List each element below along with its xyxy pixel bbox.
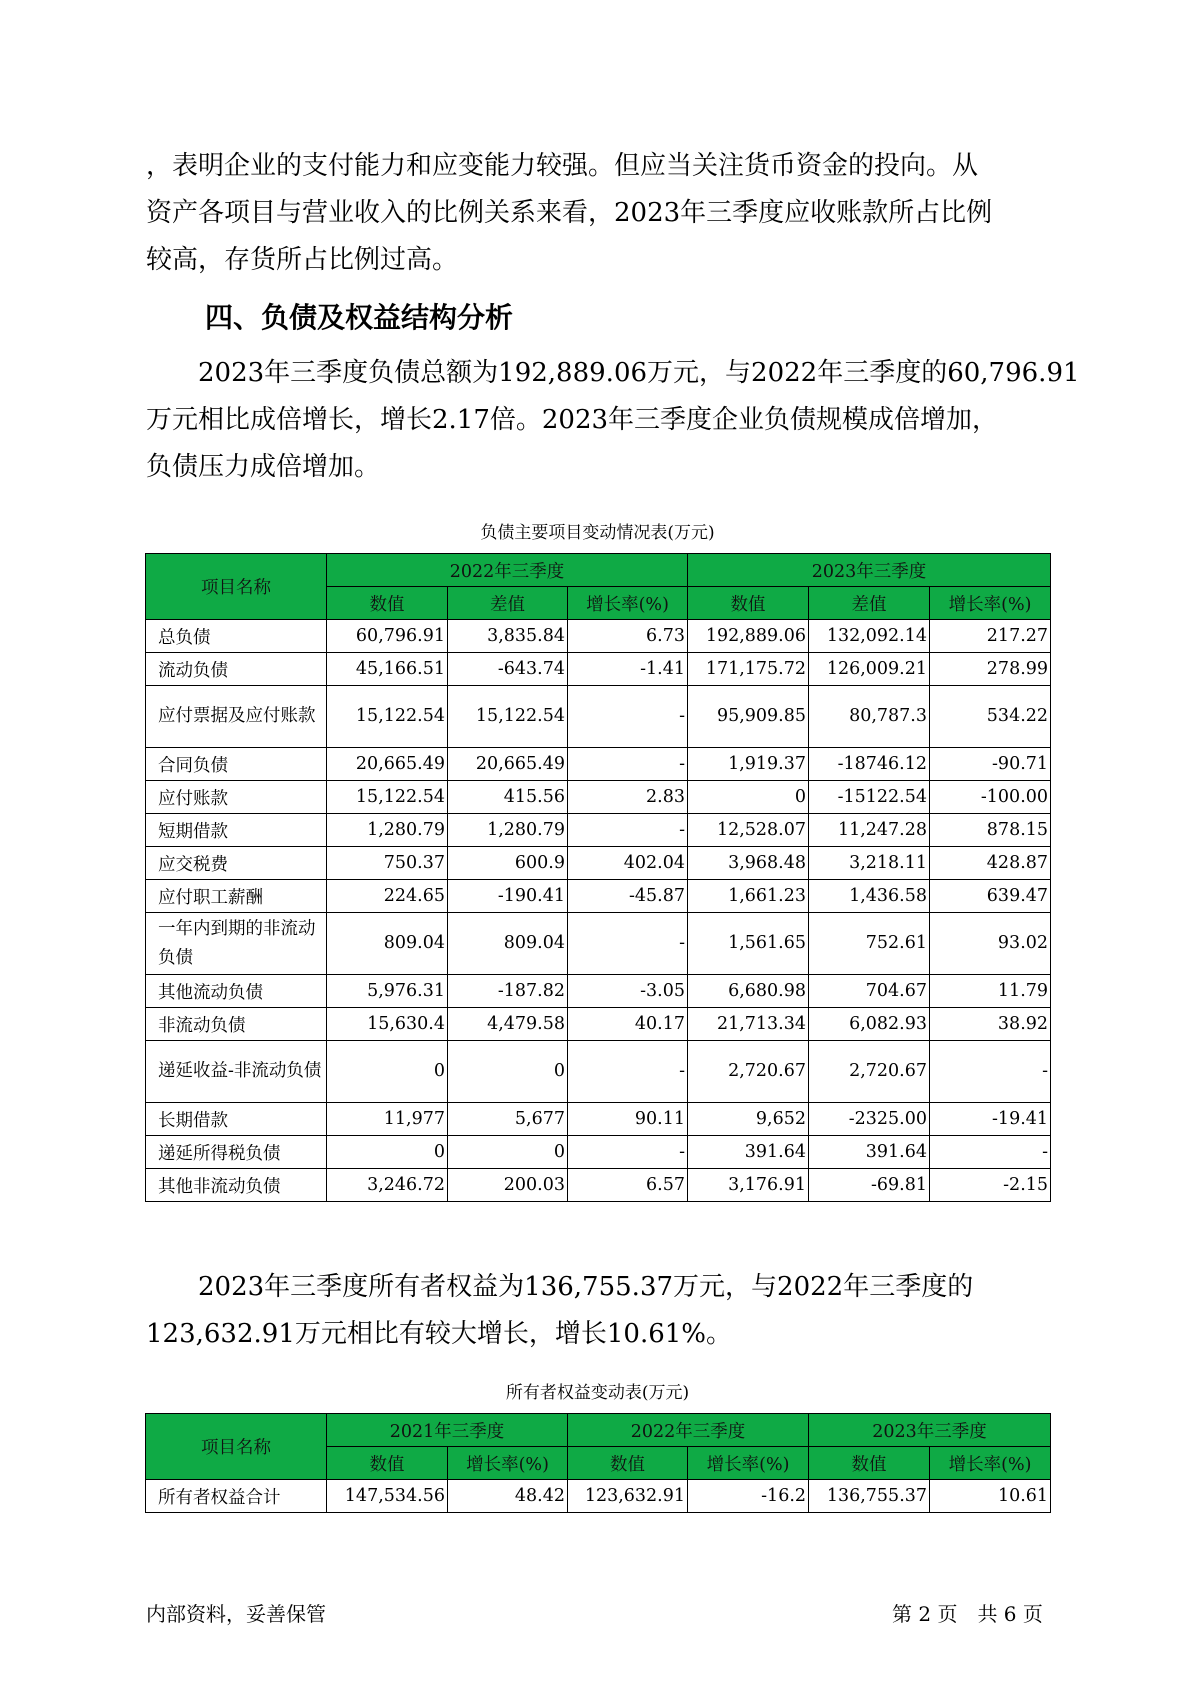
cell-diff: 11,247.28 xyxy=(809,814,930,847)
cell-diff: -15122.54 xyxy=(809,781,930,814)
cell-growth: -100.00 xyxy=(930,781,1051,814)
liability-table-body xyxy=(146,620,1051,1202)
cell-growth: 10.61 xyxy=(930,1480,1051,1513)
cell-growth: 90.11 xyxy=(568,1103,688,1136)
cell-diff: -18746.12 xyxy=(809,748,930,781)
row-name: 其他非流动负债 xyxy=(146,1169,327,1202)
row-name: 流动负债 xyxy=(146,653,327,686)
cell-value: 171,175.72 xyxy=(688,653,809,686)
table-row xyxy=(146,781,1051,814)
equity-table-caption: 所有者权益变动表(万元) xyxy=(505,1383,690,1403)
cell-diff: -69.81 xyxy=(809,1169,930,1202)
subheader-growth: 增长率(%) xyxy=(930,587,1051,620)
cell-diff: 5,677 xyxy=(448,1103,568,1136)
row-name: 合同负债 xyxy=(146,748,327,781)
cell-growth: 878.15 xyxy=(930,814,1051,847)
liability-table-caption: 负债主要项目变动情况表(万元) xyxy=(480,523,715,543)
text-line: ，表明企业的支付能力和应变能力较强。但应当关注货币资金的投向。从 xyxy=(146,151,979,181)
cell-growth: -3.05 xyxy=(568,975,688,1008)
cell-value: 45,166.51 xyxy=(327,653,448,686)
cell-value: 1,661.23 xyxy=(688,880,809,913)
cell-growth: -16.2 xyxy=(688,1480,809,1513)
table-row xyxy=(146,1136,1051,1169)
cell-growth: - xyxy=(568,814,688,847)
table-row xyxy=(146,653,1051,686)
text-line: 较高，存货所占比例过高。 xyxy=(146,245,459,275)
subheader-diff: 差值 xyxy=(448,587,568,620)
table-row xyxy=(146,814,1051,847)
row-name: 长期借款 xyxy=(146,1103,327,1136)
cell-value: 750.37 xyxy=(327,847,448,880)
cell-value: 9,652 xyxy=(688,1103,809,1136)
cell-diff: 809.04 xyxy=(448,913,568,975)
cell-growth: -45.87 xyxy=(568,880,688,913)
text-line: 负债压力成倍增加。 xyxy=(146,452,381,482)
cell-diff: 0 xyxy=(448,1041,568,1103)
cell-growth: 534.22 xyxy=(930,686,1051,748)
cell-diff: 3,218.11 xyxy=(809,847,930,880)
header-period-2022: 2022年三季度 xyxy=(327,554,688,587)
header-item-name: 项目名称 xyxy=(146,1414,327,1480)
cell-diff: 132,092.14 xyxy=(809,620,930,653)
cell-value: 3,968.48 xyxy=(688,847,809,880)
cell-value: 11,977 xyxy=(327,1103,448,1136)
cell-growth: - xyxy=(568,748,688,781)
section-heading: 四、负债及权益结构分析 xyxy=(205,301,514,334)
row-name: 应付账款 xyxy=(146,781,327,814)
footer-confidential-note: 内部资料，妥善保管 xyxy=(146,1602,326,1626)
table-row xyxy=(146,1041,1051,1103)
cell-value: 3,246.72 xyxy=(327,1169,448,1202)
subheader-growth: 增长率(%) xyxy=(930,1447,1051,1480)
cell-value: 12,528.07 xyxy=(688,814,809,847)
cell-value: 60,796.91 xyxy=(327,620,448,653)
cell-growth: 6.73 xyxy=(568,620,688,653)
subheader-growth: 增长率(%) xyxy=(448,1447,568,1480)
row-name: 递延收益-非流动负债 xyxy=(146,1041,327,1103)
header-period-2023: 2023年三季度 xyxy=(809,1414,1051,1447)
row-name: 应付票据及应付账款 xyxy=(146,686,327,748)
cell-value: 0 xyxy=(327,1041,448,1103)
cell-value: 20,665.49 xyxy=(327,748,448,781)
cell-growth: -19.41 xyxy=(930,1103,1051,1136)
cell-growth: - xyxy=(568,913,688,975)
subheader-growth: 增长率(%) xyxy=(688,1447,809,1480)
subheader-value: 数值 xyxy=(568,1447,688,1480)
cell-diff: 6,082.93 xyxy=(809,1008,930,1041)
cell-diff: 126,009.21 xyxy=(809,653,930,686)
cell-diff: 600.9 xyxy=(448,847,568,880)
cell-growth: - xyxy=(930,1041,1051,1103)
row-name: 所有者权益合计 xyxy=(146,1480,327,1513)
cell-value: 95,909.85 xyxy=(688,686,809,748)
cell-value: 0 xyxy=(327,1136,448,1169)
cell-growth: 11.79 xyxy=(930,975,1051,1008)
intro-paragraph xyxy=(146,143,1076,284)
table-row xyxy=(146,1480,1051,1513)
footer-page-number: 第 2 页 共 6 页 xyxy=(892,1602,1043,1626)
row-name: 非流动负债 xyxy=(146,1008,327,1041)
liability-paragraph xyxy=(146,350,1080,491)
cell-growth: 93.02 xyxy=(930,913,1051,975)
cell-diff: 80,787.3 xyxy=(809,686,930,748)
cell-value: 2,720.67 xyxy=(688,1041,809,1103)
header-period-2022: 2022年三季度 xyxy=(568,1414,809,1447)
liability-table xyxy=(145,553,1051,1202)
header-period-2023: 2023年三季度 xyxy=(688,554,1051,587)
row-name: 应付职工薪酬 xyxy=(146,880,327,913)
row-name: 递延所得税负债 xyxy=(146,1136,327,1169)
subheader-value: 数值 xyxy=(688,587,809,620)
cell-diff: 4,479.58 xyxy=(448,1008,568,1041)
cell-growth: - xyxy=(568,1136,688,1169)
row-name: 总负债 xyxy=(146,620,327,653)
cell-growth: 38.92 xyxy=(930,1008,1051,1041)
cell-diff: 704.67 xyxy=(809,975,930,1008)
text-line: 2023年三季度所有者权益为136,755.37万元，与2022年三季度的 xyxy=(146,1272,974,1302)
table-row xyxy=(146,975,1051,1008)
cell-value: 123,632.91 xyxy=(568,1480,688,1513)
cell-growth: 402.04 xyxy=(568,847,688,880)
cell-diff: -190.41 xyxy=(448,880,568,913)
cell-value: 15,122.54 xyxy=(327,781,448,814)
cell-value: 147,534.56 xyxy=(327,1480,448,1513)
subheader-value: 数值 xyxy=(327,587,448,620)
row-name: 短期借款 xyxy=(146,814,327,847)
cell-value: 0 xyxy=(688,781,809,814)
cell-growth: 2.83 xyxy=(568,781,688,814)
cell-growth: 278.99 xyxy=(930,653,1051,686)
equity-table xyxy=(145,1413,1051,1513)
cell-value: 1,919.37 xyxy=(688,748,809,781)
cell-diff: 3,835.84 xyxy=(448,620,568,653)
cell-value: 192,889.06 xyxy=(688,620,809,653)
table-row xyxy=(146,1103,1051,1136)
header-item-name: 项目名称 xyxy=(146,554,327,620)
cell-value: 1,561.65 xyxy=(688,913,809,975)
table-row xyxy=(146,1169,1051,1202)
cell-value: 1,280.79 xyxy=(327,814,448,847)
text-line: 资产各项目与营业收入的比例关系来看，2023年三季度应收账款所占比例 xyxy=(146,198,993,228)
table-row xyxy=(146,620,1051,653)
cell-diff: 1,436.58 xyxy=(809,880,930,913)
cell-value: 5,976.31 xyxy=(327,975,448,1008)
cell-growth: 48.42 xyxy=(448,1480,568,1513)
cell-value: 391.64 xyxy=(688,1136,809,1169)
row-name: 应交税费 xyxy=(146,847,327,880)
header-period-2021: 2021年三季度 xyxy=(327,1414,568,1447)
cell-value: 224.65 xyxy=(327,880,448,913)
cell-diff: -187.82 xyxy=(448,975,568,1008)
table-row xyxy=(146,847,1051,880)
cell-growth: 40.17 xyxy=(568,1008,688,1041)
table-row xyxy=(146,1008,1051,1041)
subheader-growth: 增长率(%) xyxy=(568,587,688,620)
text-line: 123,632.91万元相比有较大增长，增长10.61%。 xyxy=(146,1319,733,1349)
cell-growth: - xyxy=(930,1136,1051,1169)
cell-growth: 639.47 xyxy=(930,880,1051,913)
cell-diff: 15,122.54 xyxy=(448,686,568,748)
subheader-diff: 差值 xyxy=(809,587,930,620)
cell-diff: 1,280.79 xyxy=(448,814,568,847)
cell-diff: 0 xyxy=(448,1136,568,1169)
text-line: 万元相比成倍增长，增长2.17倍。2023年三季度企业负债规模成倍增加， xyxy=(146,405,999,435)
cell-value: 3,176.91 xyxy=(688,1169,809,1202)
cell-growth: -90.71 xyxy=(930,748,1051,781)
table-row xyxy=(146,880,1051,913)
cell-value: 809.04 xyxy=(327,913,448,975)
cell-growth: - xyxy=(568,1041,688,1103)
cell-growth: 428.87 xyxy=(930,847,1051,880)
cell-growth: -2.15 xyxy=(930,1169,1051,1202)
cell-value: 21,713.34 xyxy=(688,1008,809,1041)
cell-diff: 752.61 xyxy=(809,913,930,975)
cell-diff: 415.56 xyxy=(448,781,568,814)
cell-growth: - xyxy=(568,686,688,748)
cell-diff: -643.74 xyxy=(448,653,568,686)
cell-diff: 391.64 xyxy=(809,1136,930,1169)
table-row xyxy=(146,913,1051,975)
cell-value: 15,122.54 xyxy=(327,686,448,748)
subheader-value: 数值 xyxy=(809,1447,930,1480)
table-row xyxy=(146,686,1051,748)
cell-diff: 20,665.49 xyxy=(448,748,568,781)
subheader-value: 数值 xyxy=(327,1447,448,1480)
row-name: 一年内到期的非流动负债 xyxy=(146,913,327,975)
cell-diff: 2,720.67 xyxy=(809,1041,930,1103)
cell-growth: 217.27 xyxy=(930,620,1051,653)
cell-value: 136,755.37 xyxy=(809,1480,930,1513)
row-name: 其他流动负债 xyxy=(146,975,327,1008)
cell-diff: 200.03 xyxy=(448,1169,568,1202)
text-line: 2023年三季度负债总额为192,889.06万元，与2022年三季度的60,796.91 xyxy=(146,358,1080,388)
cell-value: 15,630.4 xyxy=(327,1008,448,1041)
cell-growth: -1.41 xyxy=(568,653,688,686)
table-row xyxy=(146,748,1051,781)
cell-value: 6,680.98 xyxy=(688,975,809,1008)
equity-paragraph xyxy=(146,1264,1076,1358)
cell-growth: 6.57 xyxy=(568,1169,688,1202)
cell-diff: -2325.00 xyxy=(809,1103,930,1136)
